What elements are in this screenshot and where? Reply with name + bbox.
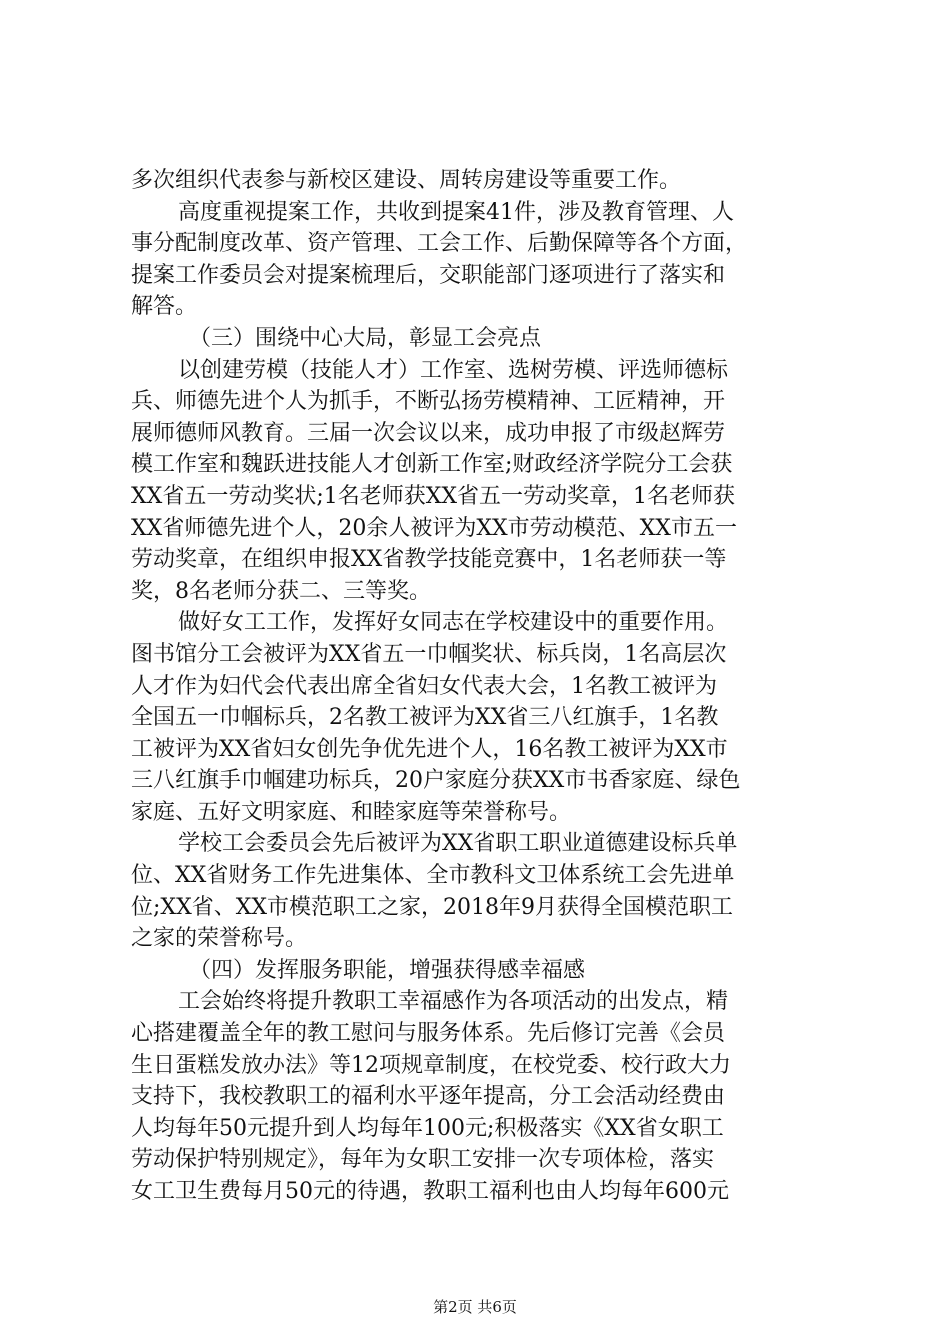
text-line: 三八红旗手巾帼建功标兵，20户家庭分获XX市书香家庭、绿色 <box>131 768 741 794</box>
document-body <box>131 165 831 1208</box>
text-line: 劳动保护特别规定》，每年为女职工安排一次专项体检，落实 <box>131 1147 715 1173</box>
text-line: XX省师德先进个人，20余人被评为XX市劳动模范、XX市五一 <box>131 515 737 541</box>
text-line: 之家的荣誉称号。 <box>131 926 308 952</box>
text-line: 解答。 <box>131 294 198 320</box>
text-line: 劳动奖章，在组织申报XX省教学技能竞赛中，1名老师获一等 <box>131 547 727 573</box>
text-line: 高度重视提案工作，共收到提案41件，涉及教育管理、人 <box>178 199 734 225</box>
text-line: 展师德师风教育。三届一次会议以来，成功申报了市级赵辉劳 <box>131 420 726 446</box>
text-line: XX省五一劳动奖状;1名老师获XX省五一劳动奖章，1名老师获 <box>131 483 736 509</box>
text-line: 事分配制度改革、资产管理、工会工作、后勤保障等各个方面， <box>131 231 748 257</box>
text-line: 工被评为XX省妇女创先争优先进个人，16名教工被评为XX市 <box>131 736 728 762</box>
text-line: 工会始终将提升教职工幸福感作为各项活动的出发点，精 <box>178 989 729 1015</box>
text-line: 兵、师德先进个人为抓手，不断弘扬劳模精神、工匠精神，开 <box>131 389 726 415</box>
section-heading: （四）发挥服务职能，增强获得感幸福感 <box>189 957 586 983</box>
text-line: 以创建劳模（技能人才）工作室、选树劳模、评选师德标 <box>178 357 729 383</box>
text-line: 人才作为妇代会代表出席全省妇女代表大会，1名教工被评为 <box>131 673 717 699</box>
page-footer: 第2页 共6页 <box>433 1298 517 1316</box>
text-line: 奖，8名老师分获二、三等奖。 <box>131 578 431 604</box>
text-line: 人均每年50元提升到人均每年100元;积极落实《XX省女职工 <box>131 1115 724 1141</box>
text-line: 图书馆分工会被评为XX省五一巾帼奖状、标兵岗，1名高层次 <box>131 641 727 667</box>
section-heading: （三）围绕中心大局，彰显工会亮点 <box>189 325 542 351</box>
text-line: 多次组织代表参与新校区建设、周转房建设等重要工作。 <box>131 168 682 193</box>
text-line: 模工作室和魏跃进技能人才创新工作室;财政经济学院分工会获 <box>131 452 733 478</box>
text-line: 家庭、五好文明家庭、和睦家庭等荣誉称号。 <box>131 799 572 825</box>
text-line: 全国五一巾帼标兵，2名教工被评为XX省三八红旗手，1名教 <box>131 705 719 731</box>
text-line: 位;XX省、XX市模范职工之家，2018年9月获得全国模范职工 <box>131 894 734 920</box>
text-line: 支持下，我校教职工的福利水平逐年提高，分工会活动经费由 <box>131 1084 726 1110</box>
text-line: 位、XX省财务工作先进集体、全市教科文卫体系统工会先进单 <box>131 863 735 889</box>
text-line: 心搭建覆盖全年的教工慰问与服务体系。先后修订完善《会员 <box>131 1021 726 1047</box>
text-line: 做好女工工作，发挥好女同志在学校建设中的重要作用。 <box>178 610 729 636</box>
text-line: 生日蛋糕发放办法》等12项规章制度，在校党委、校行政大力 <box>131 1052 731 1078</box>
text-line: 女工卫生费每月50元的待遇，教职工福利也由人均每年600元 <box>131 1179 729 1204</box>
text-line: 学校工会委员会先后被评为XX省职工职业道德建设标兵单 <box>178 831 738 857</box>
text-line: 提案工作委员会对提案梳理后，交职能部门逐项进行了落实和 <box>131 262 726 288</box>
